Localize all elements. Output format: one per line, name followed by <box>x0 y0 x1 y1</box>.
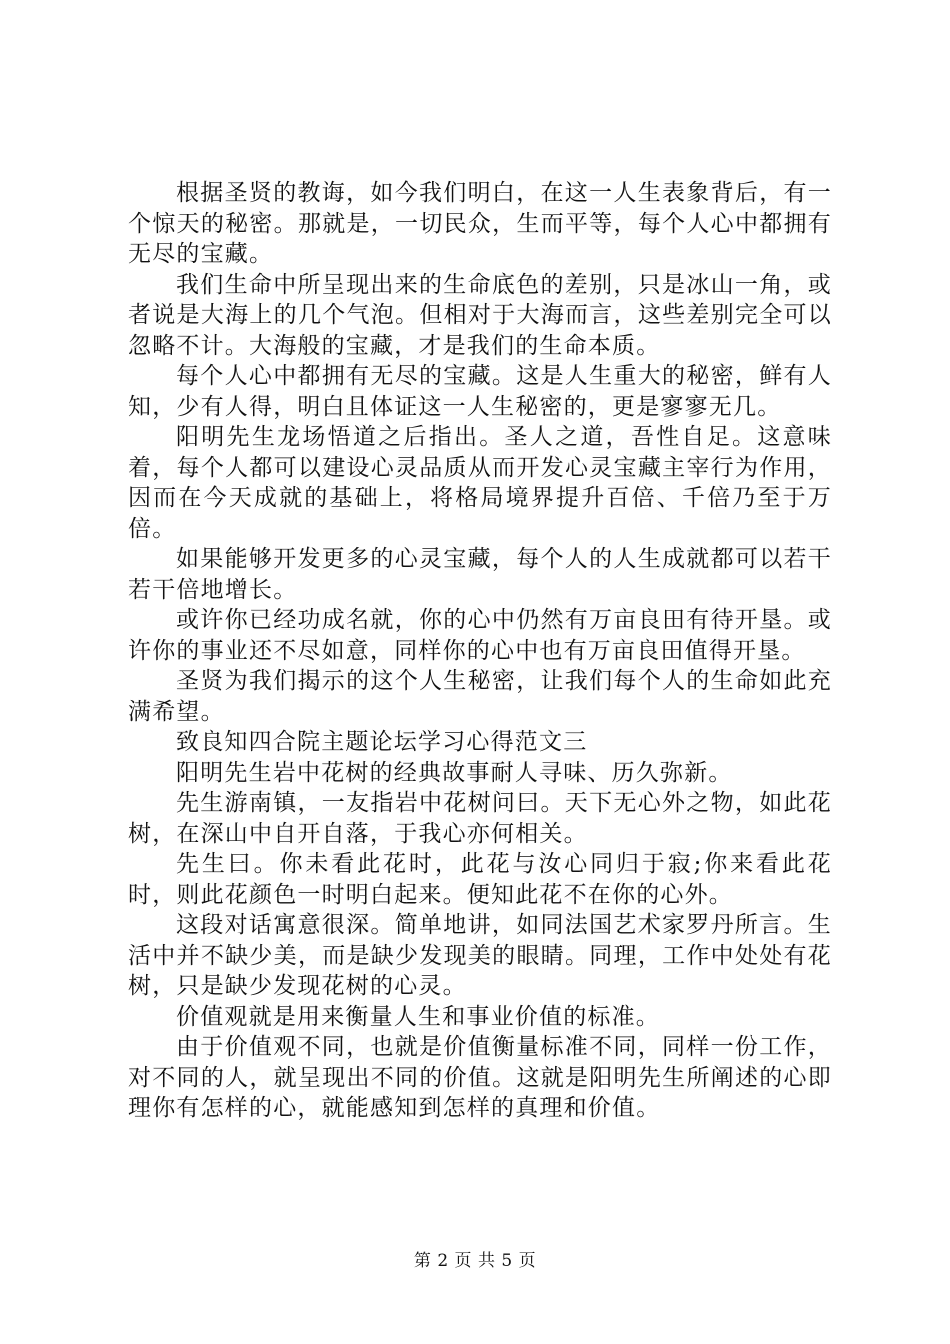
page-number-footer: 第 2 页 共 5 页 <box>413 1251 537 1271</box>
paragraph-6: 或许你已经功成名就，你的心中仍然有万亩良田有待开垦。或许你的事业还不尽如意，同样你的心中也有万亩良田值得开垦。 <box>128 607 832 664</box>
document-body <box>128 178 832 1124</box>
paragraph-1: 根据圣贤的教诲，如今我们明白，在这一人生表象背后，有一个惊天的秘密。那就是，一切民众，生而平等，每个人心中都拥有无尽的宝藏。 <box>128 180 832 267</box>
paragraph-13: 价值观就是用来衡量人生和事业价值的标准。 <box>176 1003 660 1030</box>
paragraph-9: 阳明先生岩中花树的经典故事耐人寻味、历久弥新。 <box>176 759 733 786</box>
paragraph-12: 这段对话寓意很深。简单地讲，如同法国艺术家罗丹所言。生活中并不缺少美，而是缺少发现美的眼睛。同理，工作中处处有花树，只是缺少发现花树的心灵。 <box>128 912 832 999</box>
paragraph-7: 圣贤为我们揭示的这个人生秘密，让我们每个人的生命如此充满希望。 <box>128 668 832 725</box>
paragraph-5: 如果能够开发更多的心灵宝藏，每个人的人生成就都可以若干若干倍地增长。 <box>128 546 832 603</box>
paragraph-4: 阳明先生龙场悟道之后指出。圣人之道，吾性自足。这意味着，每个人都可以建设心灵品质从而开发心灵宝藏主宰行为作用，因而在今天成就的基础上，将格局境界提升百倍、千倍乃至于万倍。 <box>128 424 832 542</box>
paragraph-10: 先生游南镇，一友指岩中花树问曰。天下无心外之物，如此花树，在深山中自开自落，于我心亦何相关。 <box>128 790 832 847</box>
paragraph-11: 先生曰。你未看此花时，此花与汝心同归于寂;你来看此花时，则此花颜色一时明白起来。便知此花不在你的心外。 <box>128 851 832 908</box>
paragraph-3: 每个人心中都拥有无尽的宝藏。这是人生重大的秘密，鲜有人知，少有人得，明白且体证这一人生秘密的，更是寥寥无几。 <box>128 363 832 420</box>
section-heading: 致良知四合院主题论坛学习心得范文三 <box>176 729 588 755</box>
paragraph-2: 我们生命中所呈现出来的生命底色的差别，只是冰山一角，或者说是大海上的几个气泡。但相对于大海而言，这些差别完全可以忽略不计。大海般的宝藏，才是我们的生命本质。 <box>128 271 832 359</box>
paragraph-14: 由于价值观不同，也就是价值衡量标准不同，同样一份工作，对不同的人，就呈现出不同的价值。这就是阳明先生所阐述的心即理你有怎样的心，就能感知到怎样的真理和价值。 <box>128 1034 832 1121</box>
